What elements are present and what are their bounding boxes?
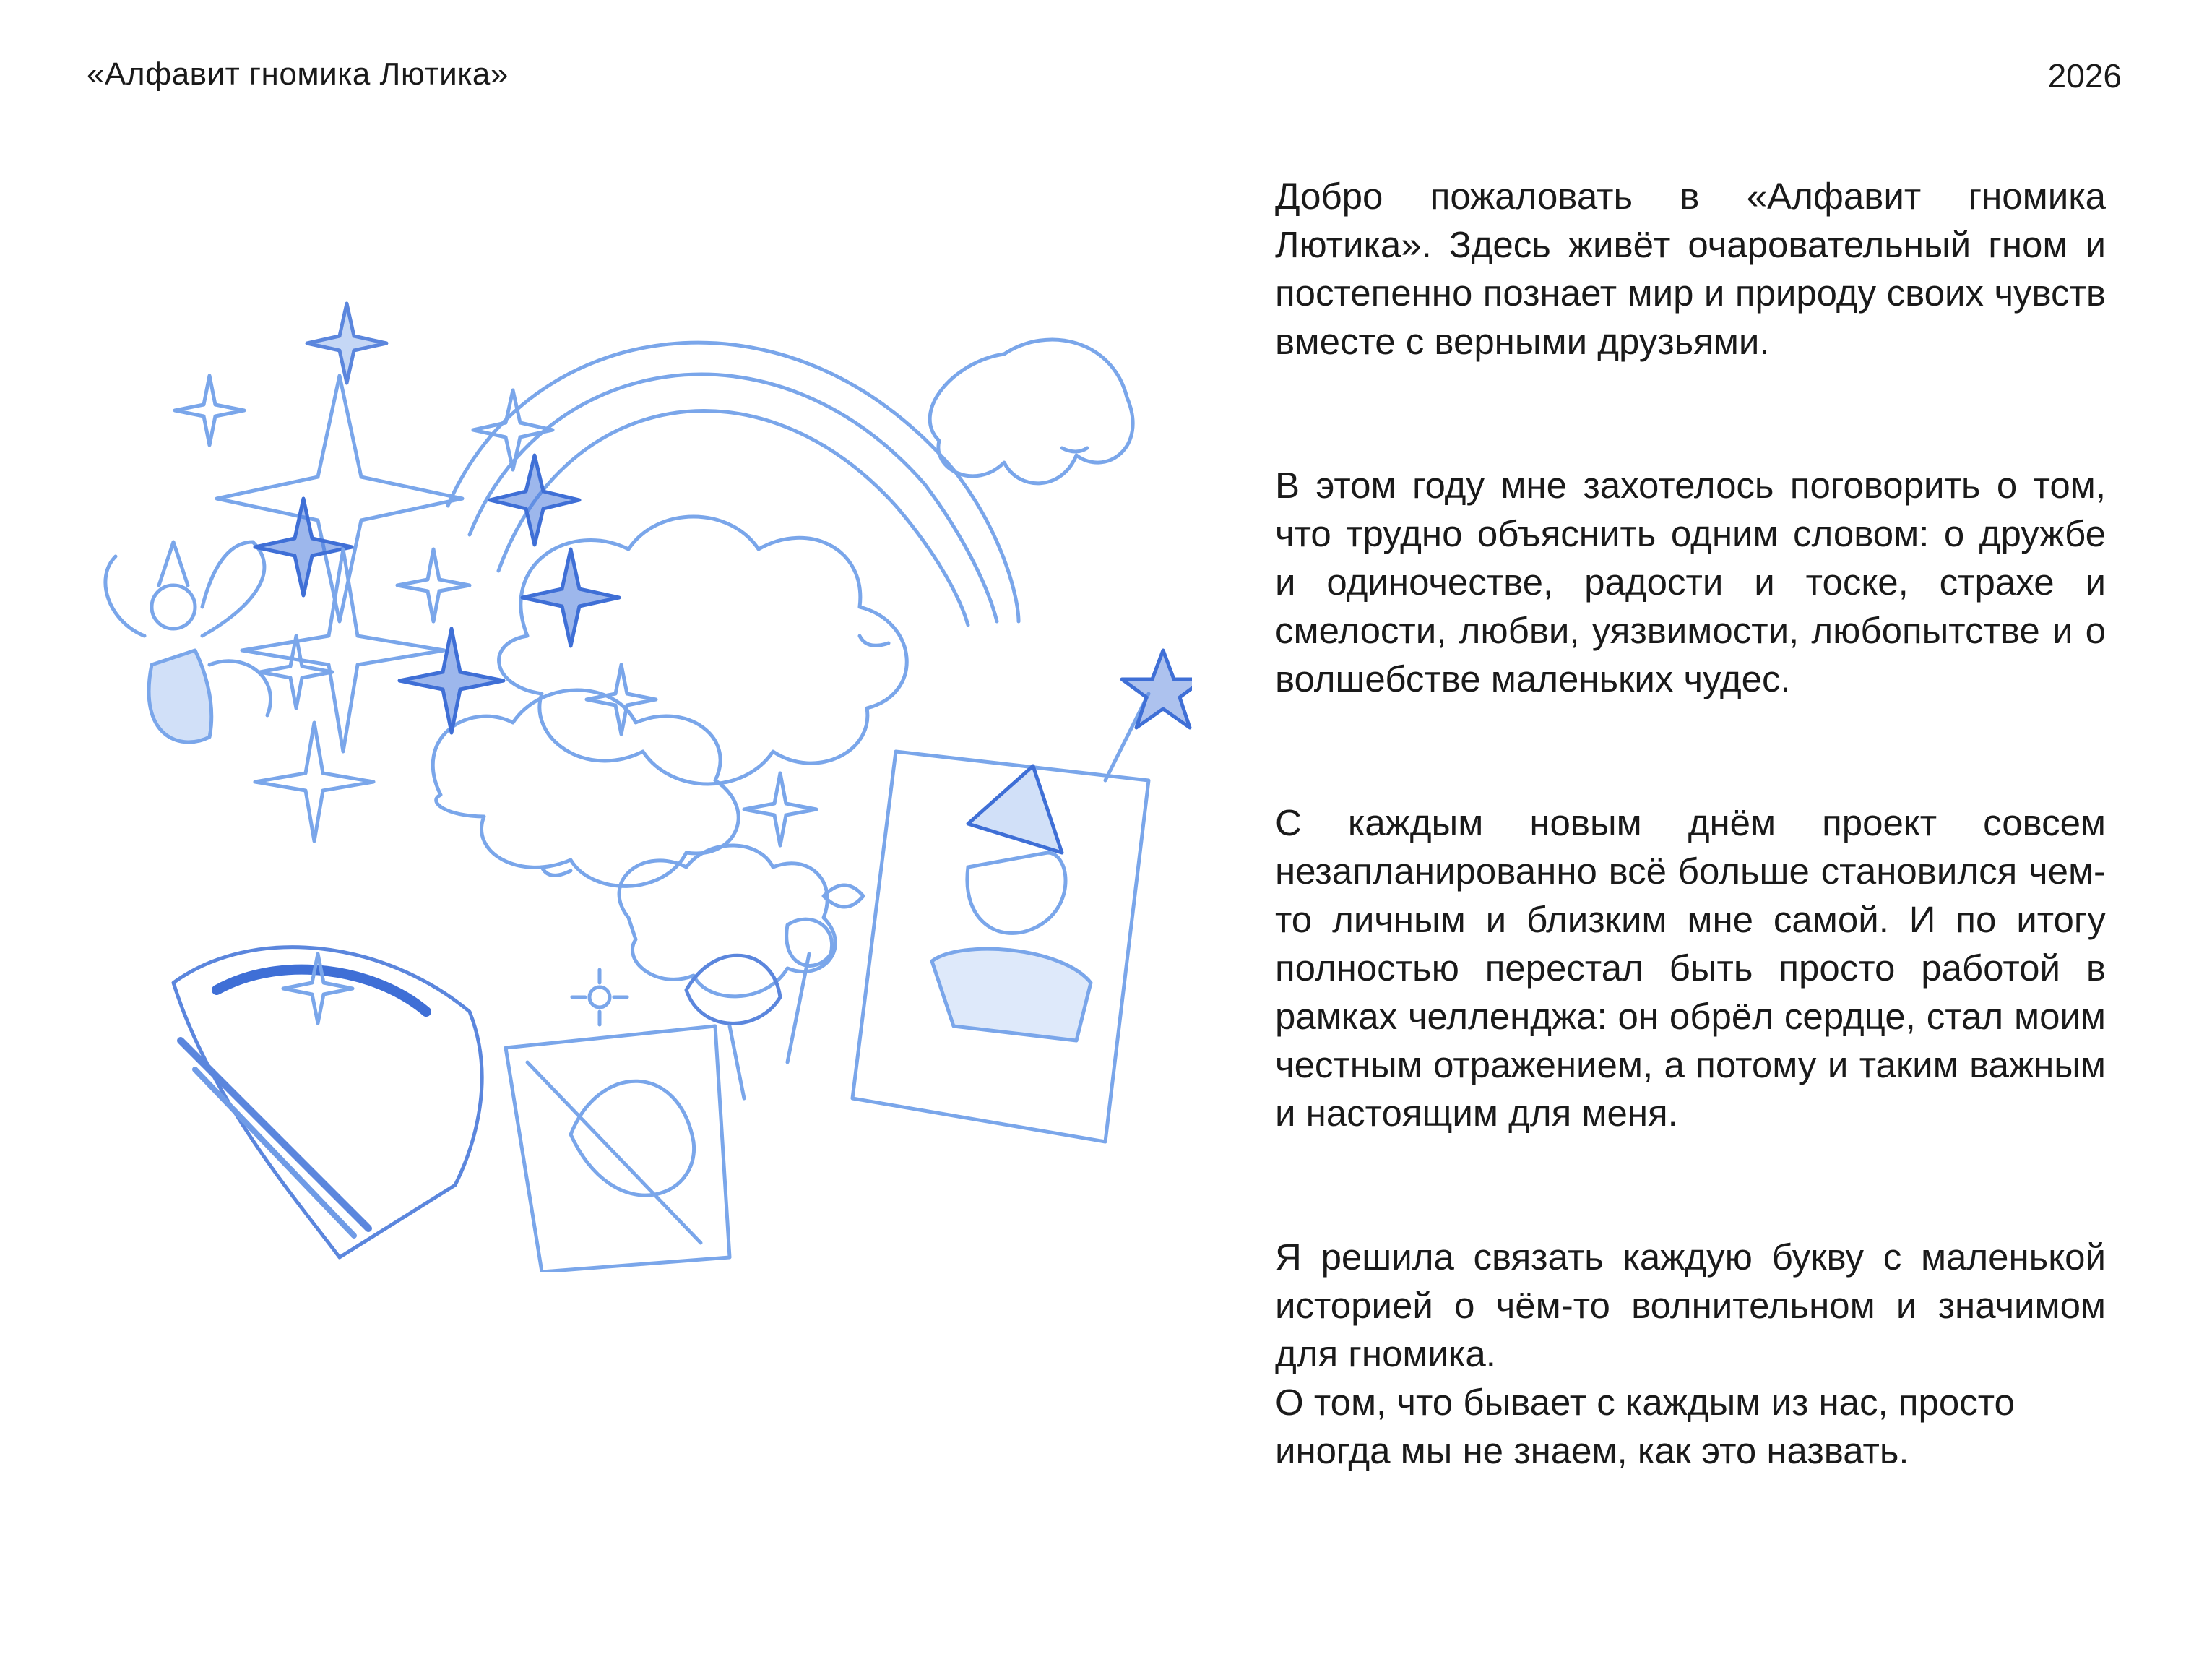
paragraph-personal: С каждым новым днём проект совсем незапланированно всё больше становился чем-то личным и близким мне самой. И по итогу полностью перестал быть просто работой в рамках челленджа: он обрёл сердце, стал моим честным отражением, а потому и таким важным и настоящим для меня. xyxy=(1275,802,2106,1134)
header-title: «Алфавит гномика Лютика» xyxy=(87,56,509,92)
intro-text-column xyxy=(1275,172,2106,1475)
paragraph-theme: В этом году мне захотелось поговорить о том, что трудно объяснить одним словом: о дружбе и одиночестве, радости и тоске, страхе и смелости, любви, уязвимости, любопытстве и о волшебстве маленьких чудес. xyxy=(1275,465,2106,699)
gnome-fairy-clouds-drawing-icon xyxy=(65,231,1192,1272)
paragraph-welcome: Добро пожаловать в «Алфавит гномика Лютика». Здесь живёт очаровательный гном и постепенно познает мир и природу своих чувств вместе с верными друзьями. xyxy=(1275,176,2106,362)
header-year: 2026 xyxy=(2047,57,2122,95)
paragraph-closing: О том, что бывает с каждым из нас, просто иногда мы не знаем, как это назвать. xyxy=(1275,1382,2015,1471)
paragraph-letters: Я решила связать каждую букву с маленькой историей о чём-то волнительном и значимом для гномика. xyxy=(1275,1236,2106,1374)
